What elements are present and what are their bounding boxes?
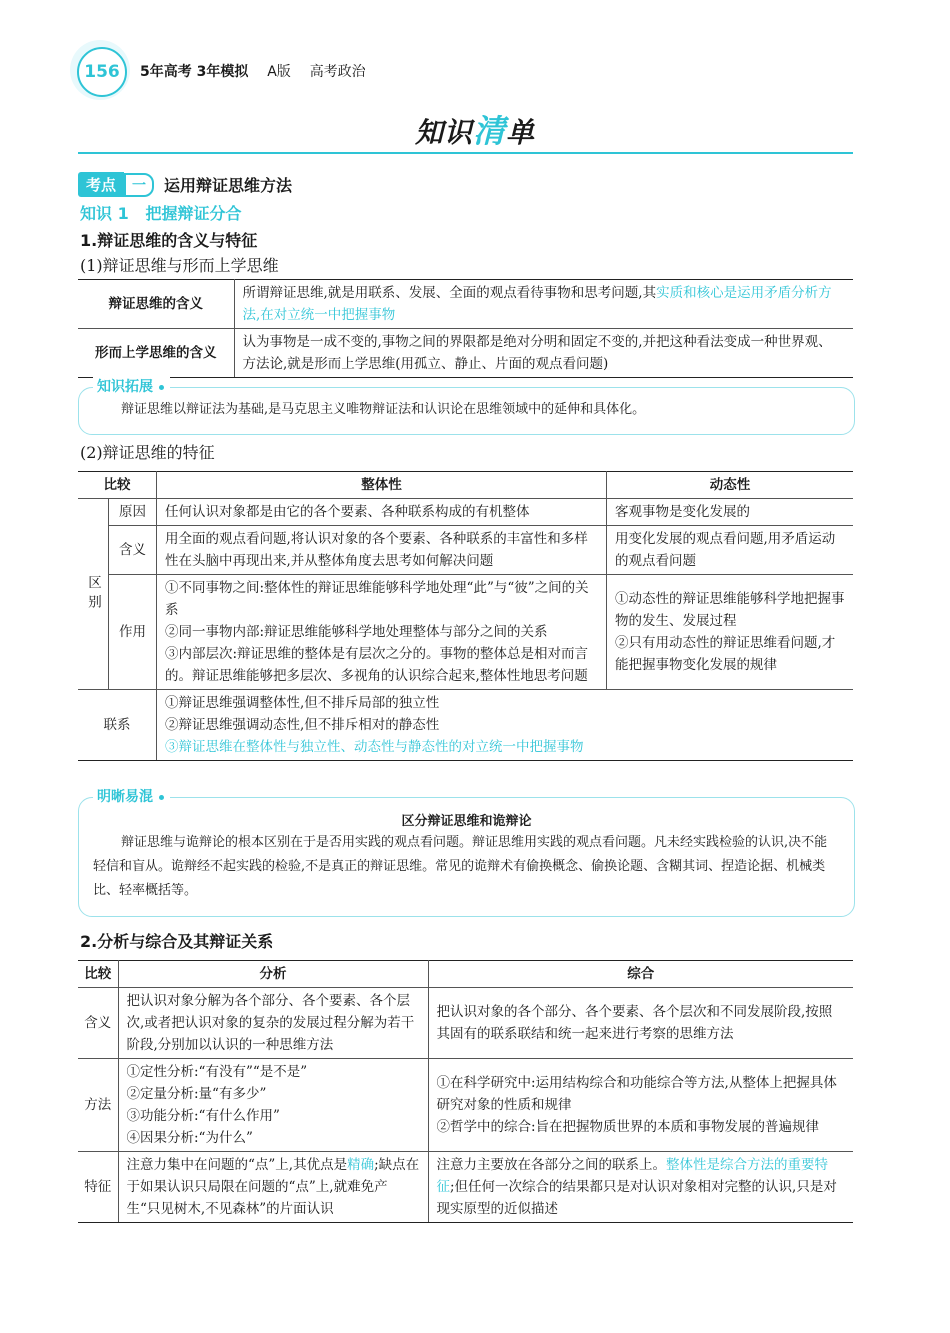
knowledge-heading: 知识 1 把握辩证分合 [80, 204, 242, 223]
cell: ①辩证思维强调整体性,但不排斥局部的独立性 ②辩证思维强调动态性,但不排斥相对的静态性 ③辩证思维在整体性与独立性、动态性与静态性的对立统一中把握事物 [157, 690, 854, 761]
col-header: 分析 [118, 961, 428, 988]
col-header: 整体性 [157, 472, 607, 499]
page-number: 156 [77, 47, 127, 97]
row-text: 认为事物是一成不变的,事物之间的界限都是绝对分明和固定不变的,并把这种看法变成一种世界观、方法论,就是形而上学思维(用孤立、静止、片面的观点看问题) [234, 329, 853, 378]
group-label: 区别 [78, 499, 109, 690]
cell: 把认识对象的各个部分、各个要素、各个层次和不同发展阶段,按照其固有的联系联结和统一起来进行考察的思维方法 [428, 988, 853, 1059]
dialectical-features-table [78, 471, 853, 761]
tip-label: 知识拓展 [93, 376, 170, 396]
kaodian-header [78, 172, 292, 197]
row-text: 所谓辩证思维,就是用联系、发展、全面的观点看待事物和思考问题,其实质和核心是运用矛盾分析方法,在对立统一中把握事物 [234, 280, 853, 329]
edition: A版 [267, 64, 291, 80]
tip-heading: 区分辩证思维和诡辩论 [401, 814, 532, 829]
cell: 注意力主要放在各部分之间的联系上。整体性是综合方法的重要特征;但任何一次综合的结果都只是对认识对象相对完整的认识,只是对现实原型的近似描述 [428, 1152, 853, 1223]
row-label: 特征 [78, 1152, 118, 1223]
section-2-title: 2.分析与综合及其辩证关系 [80, 932, 274, 951]
col-header: 动态性 [607, 472, 854, 499]
analysis-synthesis-table [78, 960, 853, 1223]
row-label: 原因 [109, 499, 157, 526]
thinking-comparison-table [78, 279, 853, 378]
cell: 把认识对象分解为各个部分、各个要素、各个层次,或者把认识对象的复杂的发展过程分解为若干阶段,分别加以认识的一种思维方法 [118, 988, 428, 1059]
knowledge-extension-box [78, 379, 855, 435]
row-label: 方法 [78, 1059, 118, 1152]
cell: ①不同事物之间:整体性的辩证思维能够科学地处理“此”与“彼”之间的关系 ②同一事物内部:辩证思维能够科学地处理整体与部分之间的关系 ③内部层次:辩证思维的整体是有层次之分的。事物的整体总是相对而言的。辩证思维能够把多层次、多视角的认识综合起来,整体性地思考问题 [157, 575, 607, 690]
row-label: 含义 [109, 526, 157, 575]
section-title: 知识清单 [414, 112, 536, 150]
cell: 客观事物是变化发展的 [607, 499, 854, 526]
subject: 高考政治 [309, 64, 366, 80]
kaodian-badge: 考点 [78, 172, 124, 197]
cell: 注意力集中在问题的“点”上,其优点是精确;缺点在于如果认识只局限在问题的“点”上,就难免产生“只见树木,不见森林”的片面认识 [118, 1152, 428, 1223]
tip-text: 辩证思维以辩证法为基础,是马克思主义唯物辩证法和认识论在思维领域中的延伸和具体化。 [121, 402, 646, 417]
cell: ①动态性的辩证思维能够科学地把握事物的发生、发展过程 ②只有用动态性的辩证思维看问题,才能把握事物变化发展的规律 [607, 575, 854, 690]
subsection-1-1-title: (1)辩证思维与形而上学思维 [80, 256, 279, 275]
cell: 用全面的观点看问题,将认识对象的各个要素、各种联系的丰富性和多样性在头脑中再现出来,并从整体角度去思考如何解决问题 [157, 526, 607, 575]
running-header [140, 61, 380, 81]
tip-text: 辩证思维与诡辩论的根本区别在于是否用实践的观点看问题。辩证思维用实践的观点看问题。凡未经实践检验的认识,决不能轻信和盲从。诡辩经不起实践的检验,不是真正的辩证思维。常见的诡辩术有偷换概念、偷换论题、含糊其词、捏造论据、机械类比、轻率概括等。 [93, 835, 828, 898]
easy-confusion-box [78, 789, 855, 917]
cell: 用变化发展的观点看问题,用矛盾运动的观点看问题 [607, 526, 854, 575]
row-label: 联系 [78, 690, 157, 761]
subsection-1-2-title: (2)辩证思维的特征 [80, 443, 215, 462]
series-name: 5年高考 3年模拟 [140, 64, 249, 80]
col-header: 综合 [428, 961, 853, 988]
row-label: 形而上学思维的含义 [78, 329, 234, 378]
kaodian-number: 一 [124, 173, 154, 197]
row-label: 作用 [109, 575, 157, 690]
cell: ①定性分析:“有没有”“是不是” ②定量分析:量“有多少” ③功能分析:“有什么作用” ④因果分析:“为什么” [118, 1059, 428, 1152]
col-header: 比较 [78, 472, 157, 499]
row-label: 辩证思维的含义 [78, 280, 234, 329]
col-header: 比较 [78, 961, 118, 988]
tip-label: 明晰易混 [93, 786, 170, 806]
cell: 任何认识对象都是由它的各个要素、各种联系构成的有机整体 [157, 499, 607, 526]
cell: ①在科学研究中:运用结构综合和功能综合等方法,从整体上把握具体研究对象的性质和规律 ②哲学中的综合:旨在把握物质世界的本质和事物发展的普遍规律 [428, 1059, 853, 1152]
kaodian-title: 运用辩证思维方法 [164, 176, 293, 195]
section-1-title: 1.辩证思维的含义与特征 [80, 231, 258, 250]
title-divider [78, 152, 853, 154]
row-label: 含义 [78, 988, 118, 1059]
